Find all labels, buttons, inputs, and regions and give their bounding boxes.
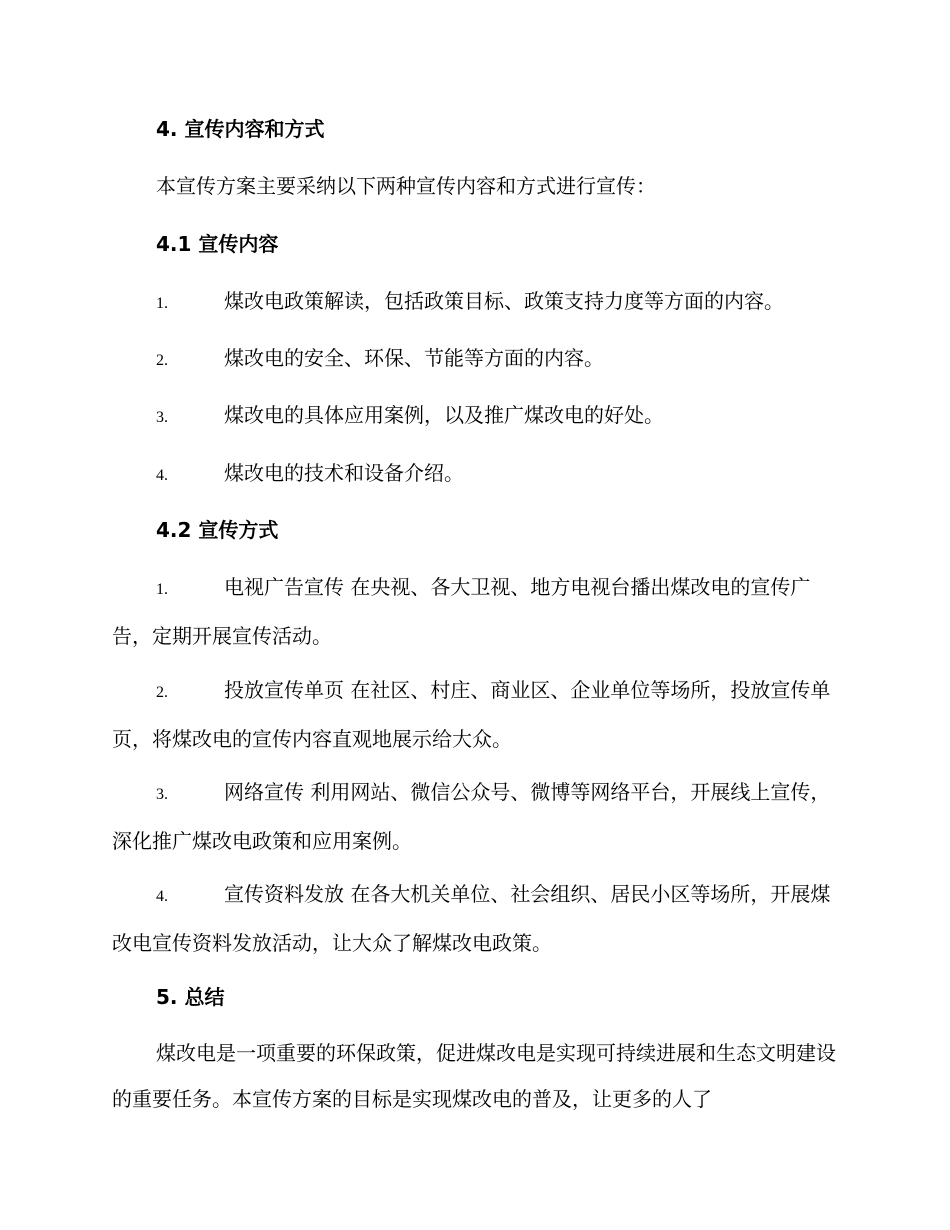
list-item-number: 3. [156,786,168,803]
list-item-number: 1. [156,295,168,312]
section-5-heading: 5. 总结 [156,985,225,1009]
list-item-text: 投放宣传单页 在社区、村庄、商业区、企业单位等场所，投放宣传单页，将煤改电的宣传内容直观地展示给大众。 [112,678,831,751]
list-item [112,335,838,384]
list-item-text: 煤改电的具体应用案例，以及推广煤改电的好处。 [224,403,664,427]
list-item [112,278,838,327]
list-item-number: 4. [156,888,168,905]
list-item-number: 1. [156,581,168,598]
list-item [112,769,838,864]
list-item [112,871,838,966]
section-4-2-heading: 4.2 宣传方式 [156,518,279,542]
list-item-text: 电视广告宣传 在央视、各大卫视、地方电视台播出煤改电的宣传广告，定期开展宣传活动。 [112,575,811,648]
section-4-intro: 本宣传方案主要采纳以下两种宣传内容和方式进行宣传： [156,174,656,198]
list-item-number: 2. [156,352,168,369]
section-4-heading: 4. 宣传内容和方式 [156,117,325,141]
section-5-body: 煤改电是一项重要的环保政策，促进煤改电是实现可持续进展和生态文明建设的重要任务。本宣传方案的目标是实现煤改电的普及，让更多的人了 [112,1041,836,1111]
list-item-text: 宣传资料发放 在各大机关单位、社会组织、居民小区等场所，开展煤改电宣传资料发放活动，让大众了解煤改电政策。 [112,882,831,955]
list-item [112,450,838,499]
list-item-text: 煤改电政策解读，包括政策目标、政策支持力度等方面的内容。 [224,289,784,313]
list-item [112,667,838,762]
list-item-text: 网络宣传 利用网站、微信公众号、微博等网络平台，开展线上宣传，深化推广煤改电政策和应用案例。 [112,780,831,853]
list-item-text: 煤改电的技术和设备介绍。 [224,461,464,485]
list-item-number: 4. [156,467,168,484]
list-item-number: 2. [156,684,168,701]
list-item [112,564,838,659]
list-item-text: 煤改电的安全、环保、节能等方面的内容。 [224,346,604,370]
list-item [112,392,838,441]
section-4-1-heading: 4.1 宣传内容 [156,232,279,256]
list-item-number: 3. [156,409,168,426]
